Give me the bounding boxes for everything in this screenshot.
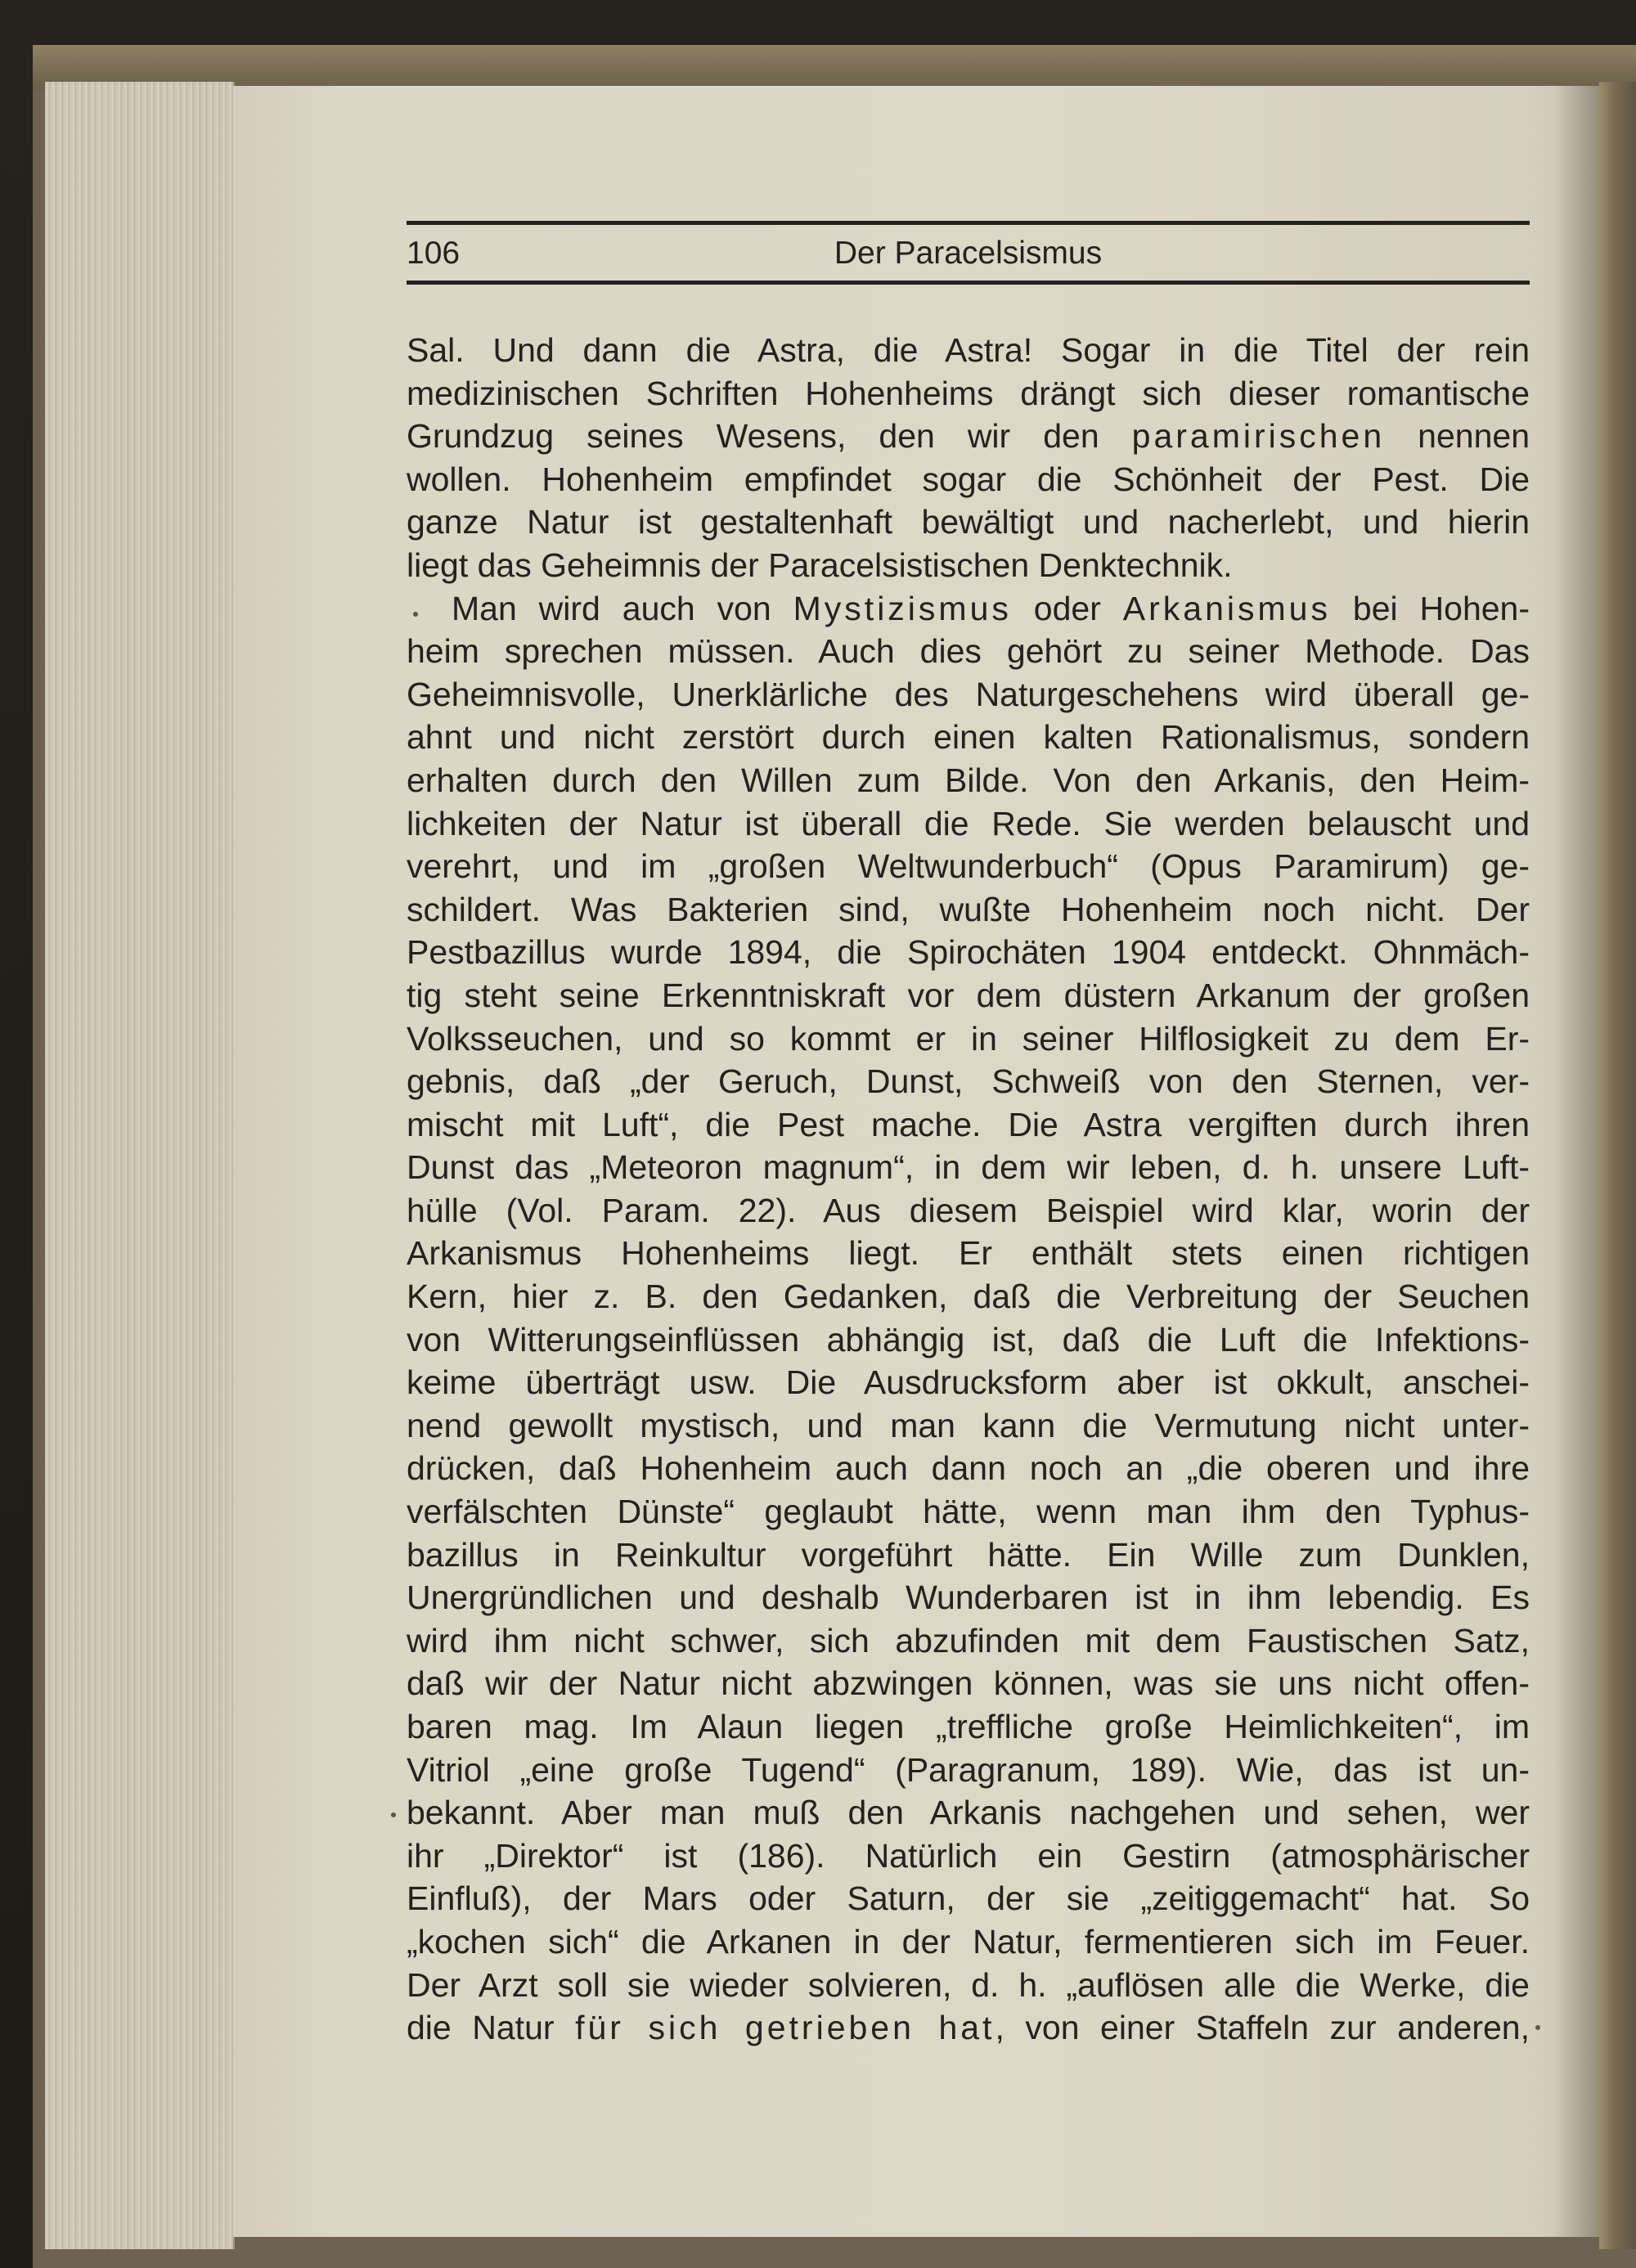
text-line: Pestbazillus wurde 1894, die Spirochäten 1904 entdeckt. Ohnmäch- [407,933,1530,972]
header-rule-bottom [407,281,1530,285]
text-line: Grundzug seines Wesens, den wir den paramirischen nennen [407,417,1530,456]
text-line: ihr „Direktor“ ist (186). Natürlich ein Gestirn (atmosphärischer [407,1836,1530,1875]
running-head-title: Der Paracelsismus [834,236,1103,271]
text-line: Einfluß), der Mars oder Saturn, der sie „zeitiggemacht“ hat. So [407,1880,1530,1918]
text-line: gebnis, daß „der Geruch, Dunst, Schweiß von den Sternen, ver- [407,1062,1530,1101]
page-number: 106 [407,236,461,271]
text-line: medizinischen Schriften Hohenheims drängt sich dieser romantische [407,374,1530,412]
text-line: Unergründlichen und deshalb Wunderbaren ist in ihm lebendig. Es [407,1579,1530,1617]
text-line: baren mag. Im Alaun liegen „treffliche große Heimlichkeiten“, im [407,1708,1530,1745]
text-line: von Witterungseinflüssen abhängig ist, daß die Luft die Infektions- [407,1320,1530,1359]
text-line: hülle (Vol. Param. 22). Aus diesem Beispiel wird klar, worin der [407,1191,1530,1229]
spaced-emphasis: für sich getrieben hat [575,2009,996,2047]
text-line: schildert. Was Bakterien sind, wußte Hohenheim noch nicht. Der [407,890,1530,928]
text-line: Vitriol „eine große Tugend“ (Paragranum, 189). Wie, das ist un- [407,1750,1530,1789]
page-fore-edge [45,82,235,2249]
text-line: drücken, daß Hohenheim auch dann noch an „die oberen und ihre [407,1449,1530,1488]
text-line: nend gewollt mystisch, und man kann die Vermutung nicht unter- [407,1406,1530,1444]
text-line: ahnt und nicht zerstört durch einen kalten Rationalismus, sondern [407,718,1530,757]
margin-speck [1535,2025,1540,2030]
gutter-shadow [1554,86,1599,2237]
spaced-emphasis: Mystizismus [793,589,1012,627]
text-line: ganze Natur ist gestaltenhaft bewältigt und nacherlebt, und hierin [407,503,1530,541]
margin-speck [413,612,418,617]
text-line: wird ihm nicht schwer, sich abzufinden mit dem Faustischen Satz, [407,1621,1530,1659]
text-line: Man wird auch von Mystizismus oder Arkanismus bei Hohen- [452,589,1530,627]
text-line: tig steht seine Erkenntniskraft vor dem düstern Arkanum der großen [407,976,1530,1014]
text-line: bekannt. Aber man muß den Arkanis nachgehen und sehen, wer [407,1794,1530,1832]
text-line: heim sprechen müssen. Auch dies gehört zu seiner Methode. Das [407,632,1530,671]
header-rule-top [407,221,1530,225]
text-line: Arkanismus Hohenheims liegt. Er enthält stets einen richtigen [407,1234,1530,1273]
text-line: Volksseuchen, und so kommt er in seiner Hilflosigkeit zu dem Er- [407,1019,1530,1058]
spaced-emphasis: paramirischen [1131,417,1386,456]
text-line: mischt mit Luft“, die Pest mache. Die Astra vergiften durch ihren [407,1105,1530,1143]
text-line: wollen. Hohenheim empfindet sogar die Schönheit der Pest. Die [407,460,1530,498]
text-line: „kochen sich“ die Arkanen in der Natur, fermentieren sich im Feuer. [407,1922,1530,1960]
margin-speck [391,1812,396,1817]
text-line: lichkeiten der Natur ist überall die Rede. Sie werden belauscht und [407,804,1530,842]
book-cover-top-edge [33,45,1636,90]
spaced-emphasis: Arkanismus [1122,589,1331,627]
text-line: keime überträgt usw. Die Ausdrucksform aber ist okkult, anschei- [407,1363,1530,1402]
text-line: Geheimnisvolle, Unerklärliche des Naturgeschehens wird überall ge- [407,675,1530,713]
text-line: daß wir der Natur nicht abzwingen können, was sie uns nicht offen- [407,1664,1530,1703]
text-line: die Natur für sich getrieben hat, von einer Staffeln zur anderen, [407,2009,1530,2047]
text-line: liegt das Geheimnis der Paracelsistischen Denktechnik. [407,546,1233,584]
text-line: Der Arzt soll sie wieder solvieren, d. h. „auflösen alle die Werke, die [407,1965,1530,2004]
text-line: Dunst das „Meteoron magnum“, in dem wir leben, d. h. unsere Luft- [407,1148,1530,1187]
text-line: erhalten durch den Willen zum Bilde. Von den Arkanis, den Heim- [407,761,1530,799]
text-line: Sal. Und dann die Astra, die Astra! Sogar in die Titel der rein [407,331,1530,369]
book-spine-strip [1599,82,1636,2249]
text-line: verfälschten Dünste“ geglaubt hätte, wenn man ihm den Typhus- [407,1493,1530,1531]
text-line: Kern, hier z. B. den Gedanken, daß die Verbreitung der Seuchen [407,1278,1530,1316]
body-text [407,329,1530,2050]
text-line: bazillus in Reinkultur vorgeführt hätte. Ein Wille zum Dunklen, [407,1535,1530,1574]
text-line: verehrt, und im „großen Weltwunderbuch“ (Opus Paramirum) ge- [407,847,1530,886]
running-header [407,231,1530,276]
